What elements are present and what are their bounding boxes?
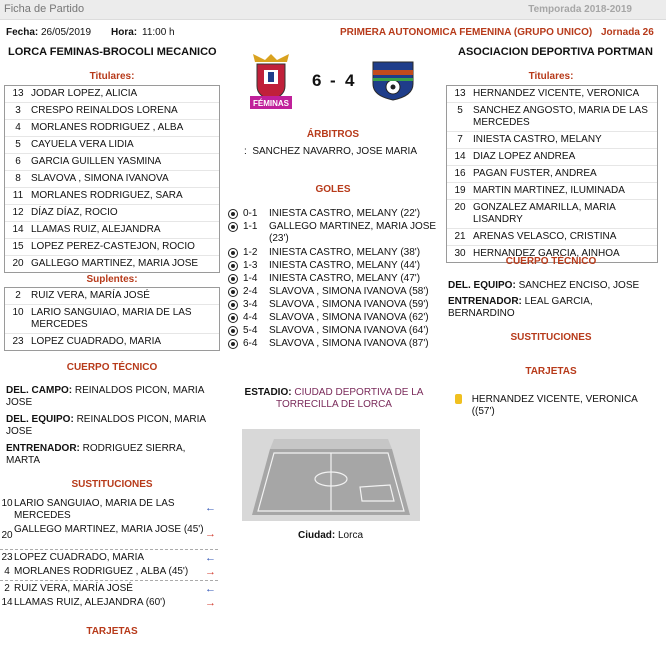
goal-scorer[interactable]: INIESTA CASTRO, MELANY (47') bbox=[269, 273, 421, 284]
city-name: Lorca bbox=[338, 530, 364, 541]
player-number: 15 bbox=[12, 241, 24, 252]
player-row bbox=[5, 305, 219, 334]
soccer-ball-icon bbox=[228, 339, 238, 349]
goal-row bbox=[228, 247, 440, 259]
soccer-ball-icon bbox=[228, 222, 238, 232]
sub-number: 10 bbox=[1, 498, 13, 509]
sub-number: 20 bbox=[1, 530, 13, 541]
player-row bbox=[5, 334, 219, 350]
goal-score: 3-4 bbox=[243, 299, 258, 310]
player-row bbox=[5, 120, 219, 137]
svg-text:FÉMINAS: FÉMINAS bbox=[253, 99, 289, 108]
time-value: 11:00 h bbox=[142, 27, 175, 38]
stadium-photo bbox=[242, 429, 420, 521]
goal-scorer[interactable]: GALLEGO MARTINEZ, MARIA JOSE (23') bbox=[269, 221, 437, 244]
goal-row bbox=[228, 299, 440, 311]
player-name[interactable]: GONZALEZ AMARILLA, MARIA LISANDRY bbox=[473, 202, 616, 225]
sub-player[interactable]: LARIO SANGUIAO, MARIA DE LAS MERCEDES bbox=[14, 498, 175, 521]
player-name[interactable]: GARCIA GUILLEN YASMINA bbox=[31, 156, 162, 167]
sub-player[interactable]: MORLANES RODRIGUEZ , ALBA (45') bbox=[14, 566, 189, 577]
player-number: 4 bbox=[15, 122, 21, 133]
goal-score: 6-4 bbox=[243, 338, 258, 349]
player-number: 23 bbox=[12, 336, 24, 347]
sub-out-arrow-icon: ← bbox=[205, 552, 216, 564]
staff-name[interactable]: LEAL GARCIA, BERNARDINO bbox=[448, 296, 593, 319]
player-number: 2 bbox=[15, 290, 21, 301]
soccer-ball-icon bbox=[228, 209, 238, 219]
soccer-ball-icon bbox=[228, 274, 238, 284]
goal-row bbox=[228, 338, 440, 350]
sub-player[interactable]: RUIZ VERA, MARÍA JOSÉ bbox=[14, 583, 133, 594]
player-number: 30 bbox=[454, 248, 466, 259]
sub-number: 4 bbox=[4, 566, 10, 577]
home-starters-heading: Titulares: bbox=[89, 71, 135, 82]
goal-scorer[interactable]: SLAVOVA , SIMONA IVANOVA (64') bbox=[269, 325, 429, 336]
sub-in-arrow-icon: → bbox=[205, 566, 216, 578]
goal-score: 5-4 bbox=[243, 325, 258, 336]
player-row bbox=[447, 132, 657, 149]
home-subs-list bbox=[0, 498, 218, 613]
player-number: 3 bbox=[15, 105, 21, 116]
sub-number: 2 bbox=[4, 583, 10, 594]
away-staff-heading: CUERPO TÉCNICO bbox=[505, 256, 597, 267]
goal-score: 4-4 bbox=[243, 312, 258, 323]
player-number: 5 bbox=[15, 139, 21, 150]
goal-row bbox=[228, 312, 440, 324]
sub-in-arrow-icon: → bbox=[205, 597, 216, 609]
score-separator: - bbox=[330, 71, 336, 90]
soccer-ball-icon bbox=[228, 313, 238, 323]
player-name[interactable]: PAGAN FUSTER, ANDREA bbox=[473, 168, 597, 179]
date-value: 26/05/2019 bbox=[41, 27, 92, 38]
staff-role: ENTRENADOR: bbox=[448, 296, 522, 307]
player-row bbox=[447, 149, 657, 166]
page-title: Ficha de Partido bbox=[4, 3, 85, 15]
player-row bbox=[5, 188, 219, 205]
goal-score: 1-4 bbox=[243, 273, 258, 284]
player-number: 13 bbox=[454, 88, 466, 99]
player-name[interactable]: RUIZ VERA, MARÍA JOSÉ bbox=[31, 290, 150, 301]
staff-name[interactable]: REINALDOS PICON, MARIA JOSE bbox=[6, 385, 204, 408]
player-name[interactable]: MORLANES RODRIGUEZ, SARA bbox=[31, 190, 183, 201]
player-row bbox=[447, 200, 657, 229]
player-number: 10 bbox=[12, 307, 24, 318]
player-name[interactable]: ARENAS VELASCO, CRISTINA bbox=[473, 231, 617, 242]
player-number: 20 bbox=[454, 202, 466, 213]
card-player[interactable]: HERNANDEZ VICENTE, VERONICA ((57') bbox=[471, 394, 638, 417]
player-row bbox=[447, 166, 657, 183]
player-row bbox=[5, 154, 219, 171]
sub-number: 14 bbox=[1, 597, 13, 608]
player-number: 20 bbox=[12, 258, 24, 269]
sub-player[interactable]: GALLEGO MARTINEZ, MARIA JOSE (45') bbox=[14, 524, 204, 535]
goal-row bbox=[228, 325, 440, 337]
soccer-ball-icon bbox=[228, 300, 238, 310]
player-number: 13 bbox=[12, 88, 24, 99]
player-name[interactable]: LOPEZ CUADRADO, MARIA bbox=[31, 336, 162, 347]
score-away: 4 bbox=[345, 71, 355, 90]
score-home: 6 bbox=[312, 71, 322, 90]
player-number: 16 bbox=[454, 168, 466, 179]
player-row bbox=[5, 205, 219, 222]
sub-row bbox=[0, 498, 218, 522]
goal-scorer[interactable]: SLAVOVA , SIMONA IVANOVA (62') bbox=[269, 312, 429, 323]
competition-name[interactable]: PRIMERA AUTONOMICA FEMENINA (GRUPO UNICO) bbox=[340, 27, 593, 38]
staff-role: DEL. CAMPO: bbox=[6, 385, 73, 396]
home-team-logo[interactable] bbox=[249, 52, 293, 110]
stadium-label: ESTADIO: bbox=[244, 387, 292, 398]
soccer-ball-icon bbox=[228, 326, 238, 336]
divider bbox=[0, 580, 218, 581]
staff-name[interactable]: RODRIGUEZ SIERRA, MARTA bbox=[6, 443, 186, 466]
referee-name[interactable]: : SANCHEZ NAVARRO, JOSE MARIA bbox=[244, 146, 417, 157]
player-name[interactable]: HERNANDEZ VICENTE, VERONICA bbox=[473, 88, 640, 99]
sub-out-arrow-icon: ← bbox=[205, 583, 216, 595]
away-team-logo[interactable] bbox=[370, 58, 416, 102]
player-number: 5 bbox=[457, 105, 463, 116]
player-number: 6 bbox=[15, 156, 21, 167]
goal-score: 1-1 bbox=[243, 221, 258, 232]
player-number: 19 bbox=[454, 185, 466, 196]
time-label: Hora: bbox=[111, 27, 138, 38]
staff-role: DEL. EQUIPO: bbox=[6, 414, 74, 425]
home-staff-3 bbox=[6, 443, 214, 467]
home-crest-icon bbox=[249, 52, 293, 110]
player-name[interactable]: LARIO SANGUIAO, MARIA DE LAS MERCEDES bbox=[31, 307, 192, 330]
player-row bbox=[5, 171, 219, 188]
player-name[interactable]: LOPEZ PEREZ-CASTEJON, ROCIO bbox=[31, 241, 195, 252]
city-label: Ciudad: bbox=[298, 530, 336, 541]
staff-name[interactable]: SANCHEZ ENCISO, JOSE bbox=[518, 280, 640, 291]
player-number: 14 bbox=[12, 224, 24, 235]
city bbox=[298, 530, 363, 541]
staff-role: DEL. EQUIPO: bbox=[448, 280, 516, 291]
soccer-ball-icon bbox=[228, 261, 238, 271]
player-row bbox=[5, 256, 219, 272]
player-name[interactable]: DIAZ LOPEZ ANDREA bbox=[473, 151, 576, 162]
sub-row bbox=[0, 552, 218, 564]
player-name[interactable]: LLAMAS RUIZ, ALEJANDRA bbox=[31, 224, 161, 235]
player-row bbox=[5, 222, 219, 239]
away-starters-heading: Titulares: bbox=[528, 71, 574, 82]
goal-scorer[interactable]: INIESTA CASTRO, MELANY (38') bbox=[269, 247, 421, 258]
home-bench-heading: Suplentes: bbox=[86, 274, 138, 285]
sub-row bbox=[0, 583, 218, 595]
away-staff-2 bbox=[448, 296, 654, 320]
staff-role: ENTRENADOR: bbox=[6, 443, 80, 454]
goal-score: 1-3 bbox=[243, 260, 258, 271]
stadium bbox=[236, 387, 432, 411]
yellow-card-icon bbox=[455, 394, 462, 404]
soccer-ball-icon bbox=[228, 248, 238, 258]
player-number: 11 bbox=[12, 190, 24, 201]
home-starters-list bbox=[4, 85, 220, 273]
season-label: Temporada 2018-2019 bbox=[528, 4, 632, 15]
away-cards-heading: TARJETAS bbox=[525, 366, 577, 377]
away-starters-list bbox=[446, 85, 658, 263]
sub-row bbox=[0, 524, 218, 542]
player-name[interactable]: SANCHEZ ANGOSTO, MARIA DE LAS MERCEDES bbox=[473, 105, 648, 128]
player-row bbox=[5, 239, 219, 256]
sub-player[interactable]: LOPEZ CUADRADO, MARIA bbox=[14, 552, 145, 563]
player-number: 14 bbox=[454, 151, 466, 162]
player-row bbox=[5, 288, 219, 305]
player-name[interactable]: SLAVOVA , SIMONA IVANOVA bbox=[31, 173, 169, 184]
player-name[interactable]: INIESTA CASTRO, MELANY bbox=[473, 134, 602, 145]
player-row bbox=[447, 86, 657, 103]
matchday: Jornada 26 bbox=[601, 27, 654, 38]
home-staff-1 bbox=[6, 385, 214, 409]
player-row bbox=[5, 137, 219, 154]
goal-scorer[interactable]: SLAVOVA , SIMONA IVANOVA (87') bbox=[269, 338, 429, 349]
player-row bbox=[447, 183, 657, 200]
player-name[interactable]: MORLANES RODRIGUEZ , ALBA bbox=[31, 122, 184, 133]
home-subs-heading: SUSTITUCIONES bbox=[71, 479, 153, 490]
sub-player[interactable]: LLAMAS RUIZ, ALEJANDRA (60') bbox=[14, 597, 166, 608]
player-number: 12 bbox=[12, 207, 24, 218]
goal-row bbox=[228, 260, 440, 272]
home-team-name[interactable]: LORCA FEMINAS-BROCOLI MECANICO bbox=[8, 46, 217, 58]
goal-scorer[interactable]: INIESTA CASTRO, MELANY (44') bbox=[269, 260, 421, 271]
player-name[interactable]: JODAR LOPEZ, ALICIA bbox=[31, 88, 138, 99]
goal-scorer[interactable]: SLAVOVA , SIMONA IVANOVA (58') bbox=[269, 286, 429, 297]
divider bbox=[0, 549, 218, 550]
goal-row bbox=[228, 208, 440, 220]
player-number: 7 bbox=[457, 134, 463, 145]
goal-scorer[interactable]: INIESTA CASTRO, MELANY (22') bbox=[269, 208, 421, 219]
away-staff-1 bbox=[448, 280, 654, 292]
staff-name[interactable]: REINALDOS PICON, MARIA JOSE bbox=[6, 414, 206, 437]
date-label: Fecha: bbox=[6, 27, 39, 38]
player-name[interactable]: CAYUELA VERA LIDIA bbox=[31, 139, 134, 150]
goal-score: 1-2 bbox=[243, 247, 258, 258]
referees-heading: ÁRBITROS bbox=[306, 129, 360, 140]
goal-score: 0-1 bbox=[243, 208, 258, 219]
player-name[interactable]: CRESPO REINALDOS LORENA bbox=[31, 105, 178, 116]
home-staff-heading: CUERPO TÉCNICO bbox=[66, 362, 158, 373]
player-name[interactable]: DÍAZ DÍAZ, ROCIO bbox=[31, 207, 118, 218]
header-bar bbox=[0, 0, 666, 20]
player-name[interactable]: HERNANDEZ GARCIA, AINHOA bbox=[473, 248, 620, 259]
sub-out-arrow-icon: ← bbox=[205, 502, 216, 514]
soccer-ball-icon bbox=[228, 287, 238, 297]
sub-number: 23 bbox=[1, 552, 13, 563]
goal-row bbox=[228, 273, 440, 285]
away-crest-icon bbox=[370, 58, 416, 102]
player-row bbox=[447, 103, 657, 132]
goal-scorer[interactable]: SLAVOVA , SIMONA IVANOVA (59') bbox=[269, 299, 429, 310]
goal-row bbox=[228, 221, 440, 245]
home-bench-list bbox=[4, 287, 220, 351]
away-team-name[interactable]: ASOCIACION DEPORTIVA PORTMAN bbox=[458, 46, 653, 58]
stadium-name[interactable]: CIUDAD DEPORTIVA DE LA TORRECILLA DE LORCA bbox=[276, 387, 424, 410]
card-row bbox=[455, 394, 655, 418]
goals-heading: GOLES bbox=[315, 184, 351, 195]
goal-score: 2-4 bbox=[243, 286, 258, 297]
player-name[interactable]: MARTIN MARTINEZ, ILUMINADA bbox=[473, 185, 625, 196]
sub-row bbox=[0, 566, 218, 578]
player-row bbox=[5, 86, 219, 103]
away-subs-heading: SUSTITUCIONES bbox=[510, 332, 592, 343]
sub-in-arrow-icon: → bbox=[205, 528, 216, 540]
goal-row bbox=[228, 286, 440, 298]
home-cards-heading: TARJETAS bbox=[86, 626, 138, 637]
sub-row bbox=[0, 597, 218, 609]
home-staff-2 bbox=[6, 414, 214, 438]
player-number: 8 bbox=[15, 173, 21, 184]
player-row bbox=[447, 229, 657, 246]
player-number: 21 bbox=[454, 231, 466, 242]
player-name[interactable]: GALLEGO MARTINEZ, MARIA JOSE bbox=[31, 258, 199, 269]
player-row bbox=[5, 103, 219, 120]
